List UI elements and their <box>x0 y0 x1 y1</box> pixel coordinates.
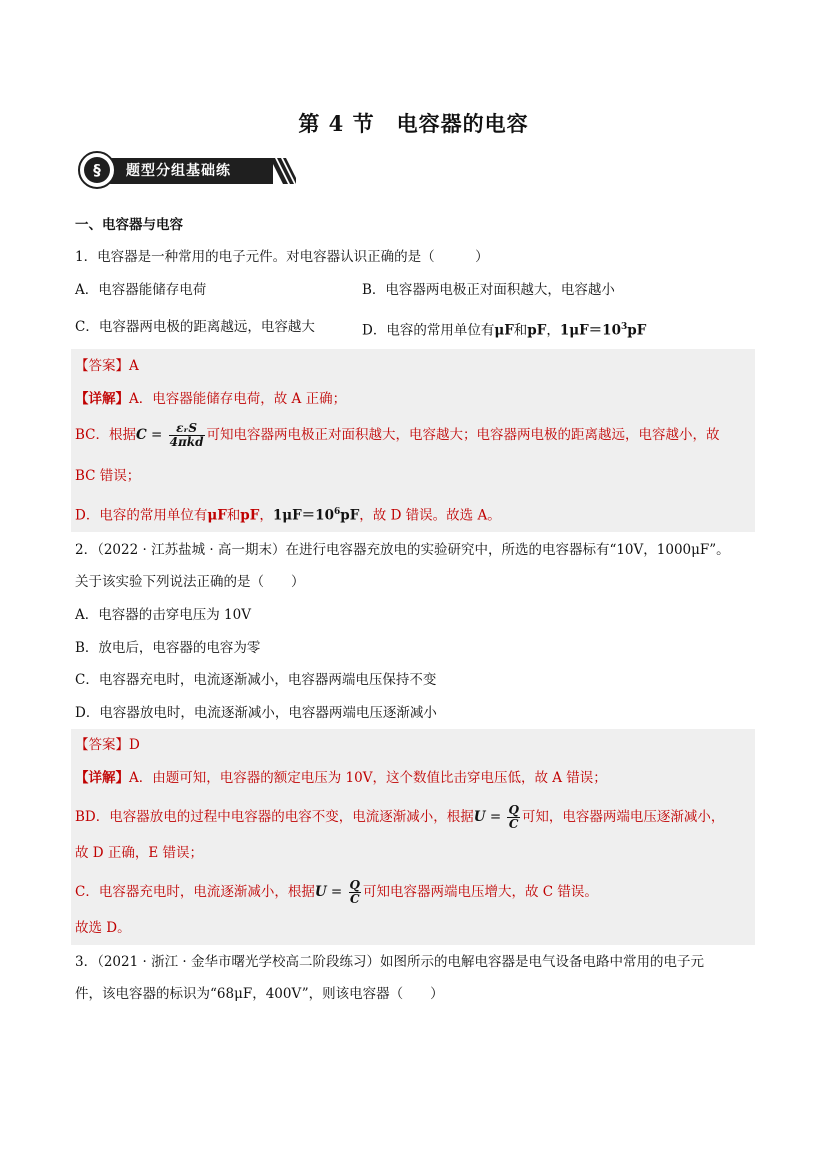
formula-fraction <box>507 804 519 831</box>
banner-label: 题型分组基础练 <box>126 163 231 179</box>
q2-option-c: C．电容器充电时，电流逐渐减小，电容器两端电压保持不变 <box>75 672 437 688</box>
q1-detail-bc-post: 可知电容器两电极正对面积越大，电容越大；电容器两电极的距离越远，电容越小，故 <box>206 427 720 443</box>
q2-stem-line2: 关于该实验下列说法正确的是（ ） <box>75 574 305 590</box>
formula-eq: = <box>326 884 347 900</box>
formula-numerator: Q <box>349 878 360 892</box>
q1-stem: 1．电容器是一种常用的电子元件。对电容器认识正确的是（ ） <box>75 249 489 265</box>
q1-detail-a <box>75 389 346 409</box>
q2-answer: 【答案】D <box>75 737 140 753</box>
formula-eq: = <box>485 809 506 825</box>
unit-uf: μF <box>494 322 514 339</box>
section-banner <box>78 151 296 191</box>
page-title: 第 4 节 电容器的电容 <box>298 111 529 136</box>
q1-detail-bc <box>75 422 720 449</box>
banner-badge <box>78 151 116 189</box>
formula-c: C <box>136 427 147 443</box>
formula-fraction <box>169 422 205 449</box>
q1-option-d <box>362 317 646 341</box>
q1-detail-a-text: A．电容器能储存电荷，故 A 正确； <box>129 391 347 407</box>
formula-u: U <box>314 884 327 900</box>
q2-detail-a-text: A．由题可知，电容器的额定电压为 10V，这个数值比击穿电压低，故 A 错误； <box>129 770 607 786</box>
q1-option-d-exp: 3 <box>620 322 628 332</box>
q2-detail-c <box>75 879 598 906</box>
q1-detail-d-eq: 1μF＝10 <box>272 507 334 524</box>
q1-detail-d-and: 和 <box>226 507 241 524</box>
q1-detail-bc-line2: BC 错误； <box>75 468 141 484</box>
detail-label: 【详解】 <box>75 770 129 786</box>
formula-denominator: 4πkd <box>169 435 204 449</box>
q1-option-d-pre: D．电容的常用单位有 <box>362 322 495 339</box>
q2-detail-c-post: 可知电容器两端电压增大，故 C 错误。 <box>362 884 598 900</box>
q1-detail-d <box>75 502 501 526</box>
q2-stem-line1: 2．（2022 · 江苏盐城 · 高一期末）在进行电容器充放电的实验研究中，所选的电容器标有“10V，1000μF”。 <box>75 542 730 558</box>
q1-option-d-and: 和 <box>513 322 528 339</box>
formula-eq: = <box>146 427 167 443</box>
q1-detail-d-unit: pF <box>340 507 360 524</box>
q1-detail-bc-pre: BC．根据 <box>75 427 137 443</box>
q3-stem-line2: 件，该电容器的标识为“68μF，400V”，则该电容器（ ） <box>75 986 444 1002</box>
q2-conclusion: 故选 D。 <box>75 920 131 936</box>
q2-detail-bd-line2: 故 D 正确，E 错误； <box>75 845 204 861</box>
q2-detail-bd-post: 可知，电容器两端电压逐渐减小， <box>521 809 725 825</box>
q2-detail-c-pre: C．电容器充电时，电流逐渐减小，根据 <box>75 884 315 900</box>
q1-detail-d-exp: 6 <box>333 507 341 517</box>
formula-numerator: Q <box>508 803 519 817</box>
formula-numerator: εᵣS <box>169 422 205 436</box>
formula-fraction <box>349 879 361 906</box>
q2-option-d: D．电容器放电时，电流逐渐减小，电容器两端电压逐渐减小 <box>75 705 437 721</box>
q1-option-c: C．电容器两电极的距离越远，电容越大 <box>75 319 315 335</box>
formula-u: U <box>473 809 486 825</box>
section-heading: 一、电容器与电容 <box>75 217 183 233</box>
stripes-icon <box>270 158 296 184</box>
q2-option-b: B．放电后，电容器的电容为零 <box>75 640 261 656</box>
q2-option-a: A．电容器的击穿电压为 10V <box>75 607 251 623</box>
unit-pf: pF <box>240 507 260 524</box>
detail-label: 【详解】 <box>75 391 129 407</box>
q2-detail-a <box>75 768 607 788</box>
section-icon: § <box>84 157 110 183</box>
q2-detail-bd <box>75 804 724 831</box>
q2-answer-block <box>71 729 755 945</box>
q1-answer: 【答案】A <box>75 358 139 374</box>
q1-detail-d-post: ，故 D 错误。故选 A。 <box>359 507 501 524</box>
q2-detail-bd-pre: BD．电容器放电的过程中电容器的电容不变，电流逐渐减小，根据 <box>75 809 474 825</box>
q3-stem-line1: 3．（2021 · 浙江 · 金华市曙光学校高二阶段练习）如图所示的电解电容器是电气设备电路中常用的电子元 <box>75 954 704 970</box>
q1-option-b: B．电容器两电极正对面积越大，电容越小 <box>362 282 615 298</box>
q1-option-a: A．电容器能储存电荷 <box>75 282 207 298</box>
formula-denominator: C <box>508 817 519 831</box>
unit-uf: μF <box>207 507 227 524</box>
formula-denominator: C <box>349 892 360 906</box>
unit-pf: pF <box>527 322 547 339</box>
q1-option-d-post: pF <box>627 322 647 339</box>
q1-option-d-eq: 1μF＝10 <box>559 322 621 339</box>
q1-option-d-sep: ， <box>546 322 560 339</box>
q1-detail-d-sep: ， <box>259 507 273 524</box>
q1-detail-d-pre: D．电容的常用单位有 <box>75 507 208 524</box>
